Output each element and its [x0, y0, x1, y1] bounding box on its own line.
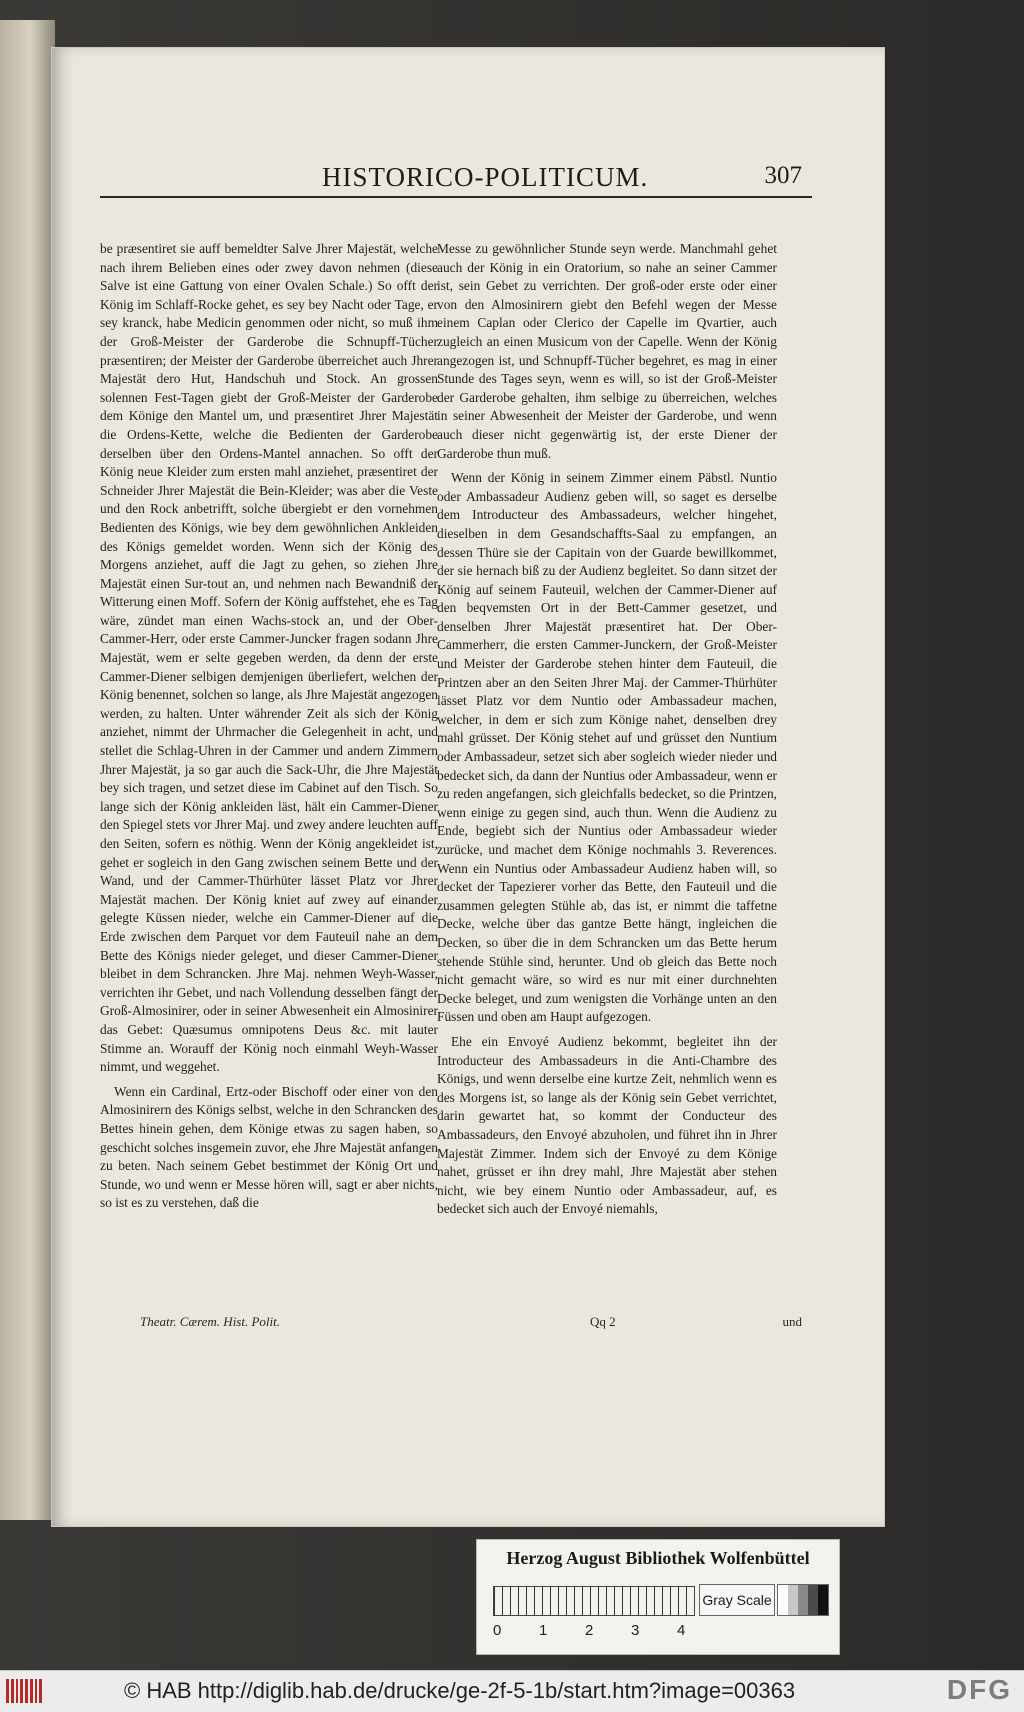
text-column-right	[437, 240, 777, 1225]
copyright-link[interactable]: © HAB http://diglib.hab.de/drucke/ge-2f-5-1b/start.htm?image=00363	[124, 1678, 796, 1703]
paragraph: Wenn der König in seinem Zimmer einem Päbstl. Nuntio oder Ambassadeur Audienz geben will, so saget es derselbe dem Introducteur des Ambassadeurs, welcher hingehet, dieselben in dem Gesandschaffts-Saal zu empfangen, an dessen Thüre sie der Capitain von der Guarde bewillkommet, der sie hernach biß zu der Audienz begleitet. So dann sitzet der König auf seinem Fauteuil, welchen der Cammer-Diener auf den beqvemsten Ort in der Bett-Cammer gesetzet, und denselben Jhrer Majestät præsentiret hat. Der Ober-Cammerherr, die ersten Cammer-Junckern, der Groß-Meister und Meister der Garderobe stehen hinter dem Fauteuil, die Printzen aber an den Seiten Jhrer Maj. der Cammer-Thürhüter lässet Platz vor dem Nuntio oder Ambassadeur machen, welcher, in dem er sich zum Könige nahet, denselben drey mahl grüsset. Der König stehet auf und grüsset den Nuntium oder Ambassadeur, setzet sich aber sogleich wieder nieder und bedecket sich, da dann der Nuntius oder Ambassadeur, wenn er zu reden angefangen, sich gleichfalls bedecket, so die Printzen, wenn einige zu gegen sind, auch thun. Wenn die Audienz zu Ende, begiebt sich der Nuntius oder Ambassadeur wieder zurücke, und machet dem Könige nochmahls 3. Reverences. Wenn ein Nuntius oder Ambassadeur Audienz haben will, so decket der Tapezierer vorher das Bette, den Fauteuil und die zusammen gelegten Stühle ab, das ist, er nimmt die taffetne Decke, welche über das gantze Bette hängt, ingleichen die Decken, so über die in dem Schrancken um das Bette herum stehende Stühle sind, herunter. Und ob gleich das Bette noch nicht gemacht wäre, so wird es nur mit einer durchnehten Decke beleget, und zum wenigsten die Vorhänge unten an den Füssen und oben am Haupt aufgezogen.	[437, 470, 777, 1025]
paragraph: Wenn ein Cardinal, Ertz-oder Bischoff oder einer von den Almosinirern des Königs selbst, welche in den Schrancken des Bettes hinein gehen, dem Könige etwas zu sagen haben, so geschicht solches insgemein zuvor, ehe Jhre Majestät anfangen zu beten. Nach seinem Gebet bestimmet der König Ort und Stunde, wo und wenn er Messe hören will, sagt er aber nichts, so ist es zu verstehen, daß die	[100, 1083, 438, 1211]
gray-scale-swatches	[777, 1584, 829, 1616]
library-name: Herzog August Bibliothek Wolfenbüttel	[506, 1548, 810, 1568]
gray-swatch	[778, 1585, 788, 1615]
gray-swatch	[808, 1585, 818, 1615]
paragraph: be præsentiret sie auff bemeldter Salve Jhrer Majestät, welche nach ihrem Belieben eines oder zwey davon nehmen (diese Salve ist eine Gattung von einer Ovalen Schale.) So offt der König im Schlaff-Rocke gehet, es sey bey Nacht oder Tage, er sey kranck, habe Medicin genommen oder nicht, so muß ihm der Groß-Meister der Garderobe die Schnupff-Tücher præsentiren; der Meister der Garderobe überreichet auch Jhrer Majestät dero Hut, Handschuh und Stock. An grossen solennen Fest-Tagen giebt der Groß-Meister der Garderobe dem Könige den Mantel um, und præsentiret Jhrer Majestät die Ordens-Kette, welche die Bedienten der Garderobe derselben über den Ordens-Mantel annachen. So offt der König neue Kleider zum ersten mahl anziehet, præsentiret der Schneider Jhrer Majestät die Bein-Kleider; was aber die Veste und den Rock anbetrifft, solche übergiebt er den vornehmen Bedienten des Königs, wie bey dem gewöhnlichen Ankleiden des Königs gemeldet worden. Wenn sich der König des Morgens anziehet, auff die Jagt zu gehen, so ziehen Jhre Majestät einen Sur-tout an, und nehmen nach Bewandniß der Witterung einen Moff. Sofern der König auffstehet, ehe es Tag wäre, zündet man einen Wachs-stock an, und der Ober-Cammer-Herr, oder erste Cammer-Juncker fragen sodann Jhre Majestät, wem er selte gegeben werden, da denn der erste Cammer-Diener selbigen demjenigen überliefert, welchen der König benennet, solchen so lange, als Jhre Majestät angezogen werden, zu halten. Unter währender Zeit als sich der König anziehet, nimmt der Uhrmacher die Gelegenheit in acht, und stellet die Schlag-Uhren in der Cammer und andern Zimmern Jhrer Majestät, ja so gar auch die Sack-Uhr, die Jhre Majestät bey sich tragen, und setzet diese im Cabinet auf den Tisch. So lange sich der König ankleiden läst, hält ein Cammer-Diener den Spiegel stets vor Jhrer Maj. und zwey andere leuchten auff den Seiten, sofern es nöthig. Wenn der König angekleidet ist, gehet er sogleich in den Gang zwischen seinem Bette und der Wand, und der Cammer-Thürhüter lässet Platz vor Jhrer Majestät machen. Der König kniet auf zwey auf einander gelegte Küssen nieder, welche ein Cammer-Diener auf die Erde zwischen dem Parquet vor dem Fauteuil nahe an dem Bette des Königs nieder geleget, und dieser Cammer-Diener bleibet in dem Schrancken. Jhre Maj. nehmen Weyh-Wasser, verrichten ihr Gebet, und nach Vollendung desselben fängt der Groß-Almosinirer, oder in seiner Abwesenheit ein Almosinirer das Gebet: Quæsumus omnipotens Deus &c. mit lauter Stimme an. Worauff der König noch einmahl Weyh-Wasser nimmt, und weggehet.	[100, 241, 438, 1075]
page-number: 307	[764, 162, 802, 189]
scale-number: 3	[631, 1622, 640, 1639]
scale-number: 4	[677, 1622, 686, 1639]
gray-scale-label: Gray Scale	[699, 1584, 775, 1616]
scale-number: 2	[585, 1622, 594, 1639]
scale-number: 0	[493, 1622, 502, 1639]
library-color-card	[476, 1539, 840, 1655]
page-footer	[100, 1314, 812, 1336]
scale-number: 1	[539, 1622, 548, 1639]
footer-note: Theatr. Cærem. Hist. Polit.	[140, 1314, 281, 1329]
gray-swatch	[788, 1585, 798, 1615]
scale-numbers	[493, 1622, 703, 1642]
signature-mark: Qq 2	[590, 1314, 616, 1329]
gray-swatch	[798, 1585, 808, 1615]
dfg-logo: DFG	[946, 1674, 1012, 1705]
gray-swatch	[818, 1585, 828, 1615]
running-title: HISTORICO-POLITICUM.	[322, 162, 649, 192]
hab-logo-icon	[6, 1679, 42, 1703]
paragraph: Ehe ein Envoyé Audienz bekommt, begleitet ihn der Introducteur des Ambassadeurs in die Anti-Chambre des Königs, und wenn derselbe eine kurtze Zeit, nehmlich wenn es des Morgens ist, so lange als der König sein Gebet verrichtet, darin gewartet hat, so kommt der Conducteur des Ambassadeurs, den Envoyé abzuholen, und führet ihn in Jhrer Majestät Zimmer. Indem sich der Envoyé zu dem Könige nahet, grüsset er ihn drey mahl, Jhre Majestät aber stehen nicht, wie bey einem Nuntio oder Ambassadeur, auf, es bedecket sich auch der Envoyé niemahls,	[437, 1033, 777, 1217]
paragraph: Messe zu gewöhnlicher Stunde seyn werde. Manchmahl gehet auch der König in ein Oratorium, so nahe an seiner Cammer ist, sein Gebet zu verrichten. Der groß-oder erste oder einer von den Almosinirern giebt den Befehl wegen der Messe einem Caplan oder Clerico der Capelle im Qvartier, auch zugleich an einen Musicum von der Capelle. Wenn der König angezogen ist, und Schnupff-Tücher begehret, es mag in einer Stunde des Tages seyn, wenn es will, so ist der Groß-Meister der Garderobe gehalten, ihm selbige zu überreichen, welches in seiner Abwesenheit der Meister der Garderobe, und wenn auch dieser nicht gegenwärtig ist, der erste Diener der Garderobe thun muß.	[437, 241, 777, 461]
catchword: und	[782, 1314, 802, 1329]
viewer-footer-bar	[0, 1670, 1024, 1712]
header-rule	[100, 196, 812, 198]
page-header	[100, 158, 812, 198]
text-column-left	[100, 240, 438, 1219]
book-page	[52, 48, 884, 1526]
book-spine-edge	[0, 20, 55, 1520]
scale-ruler	[493, 1586, 695, 1616]
